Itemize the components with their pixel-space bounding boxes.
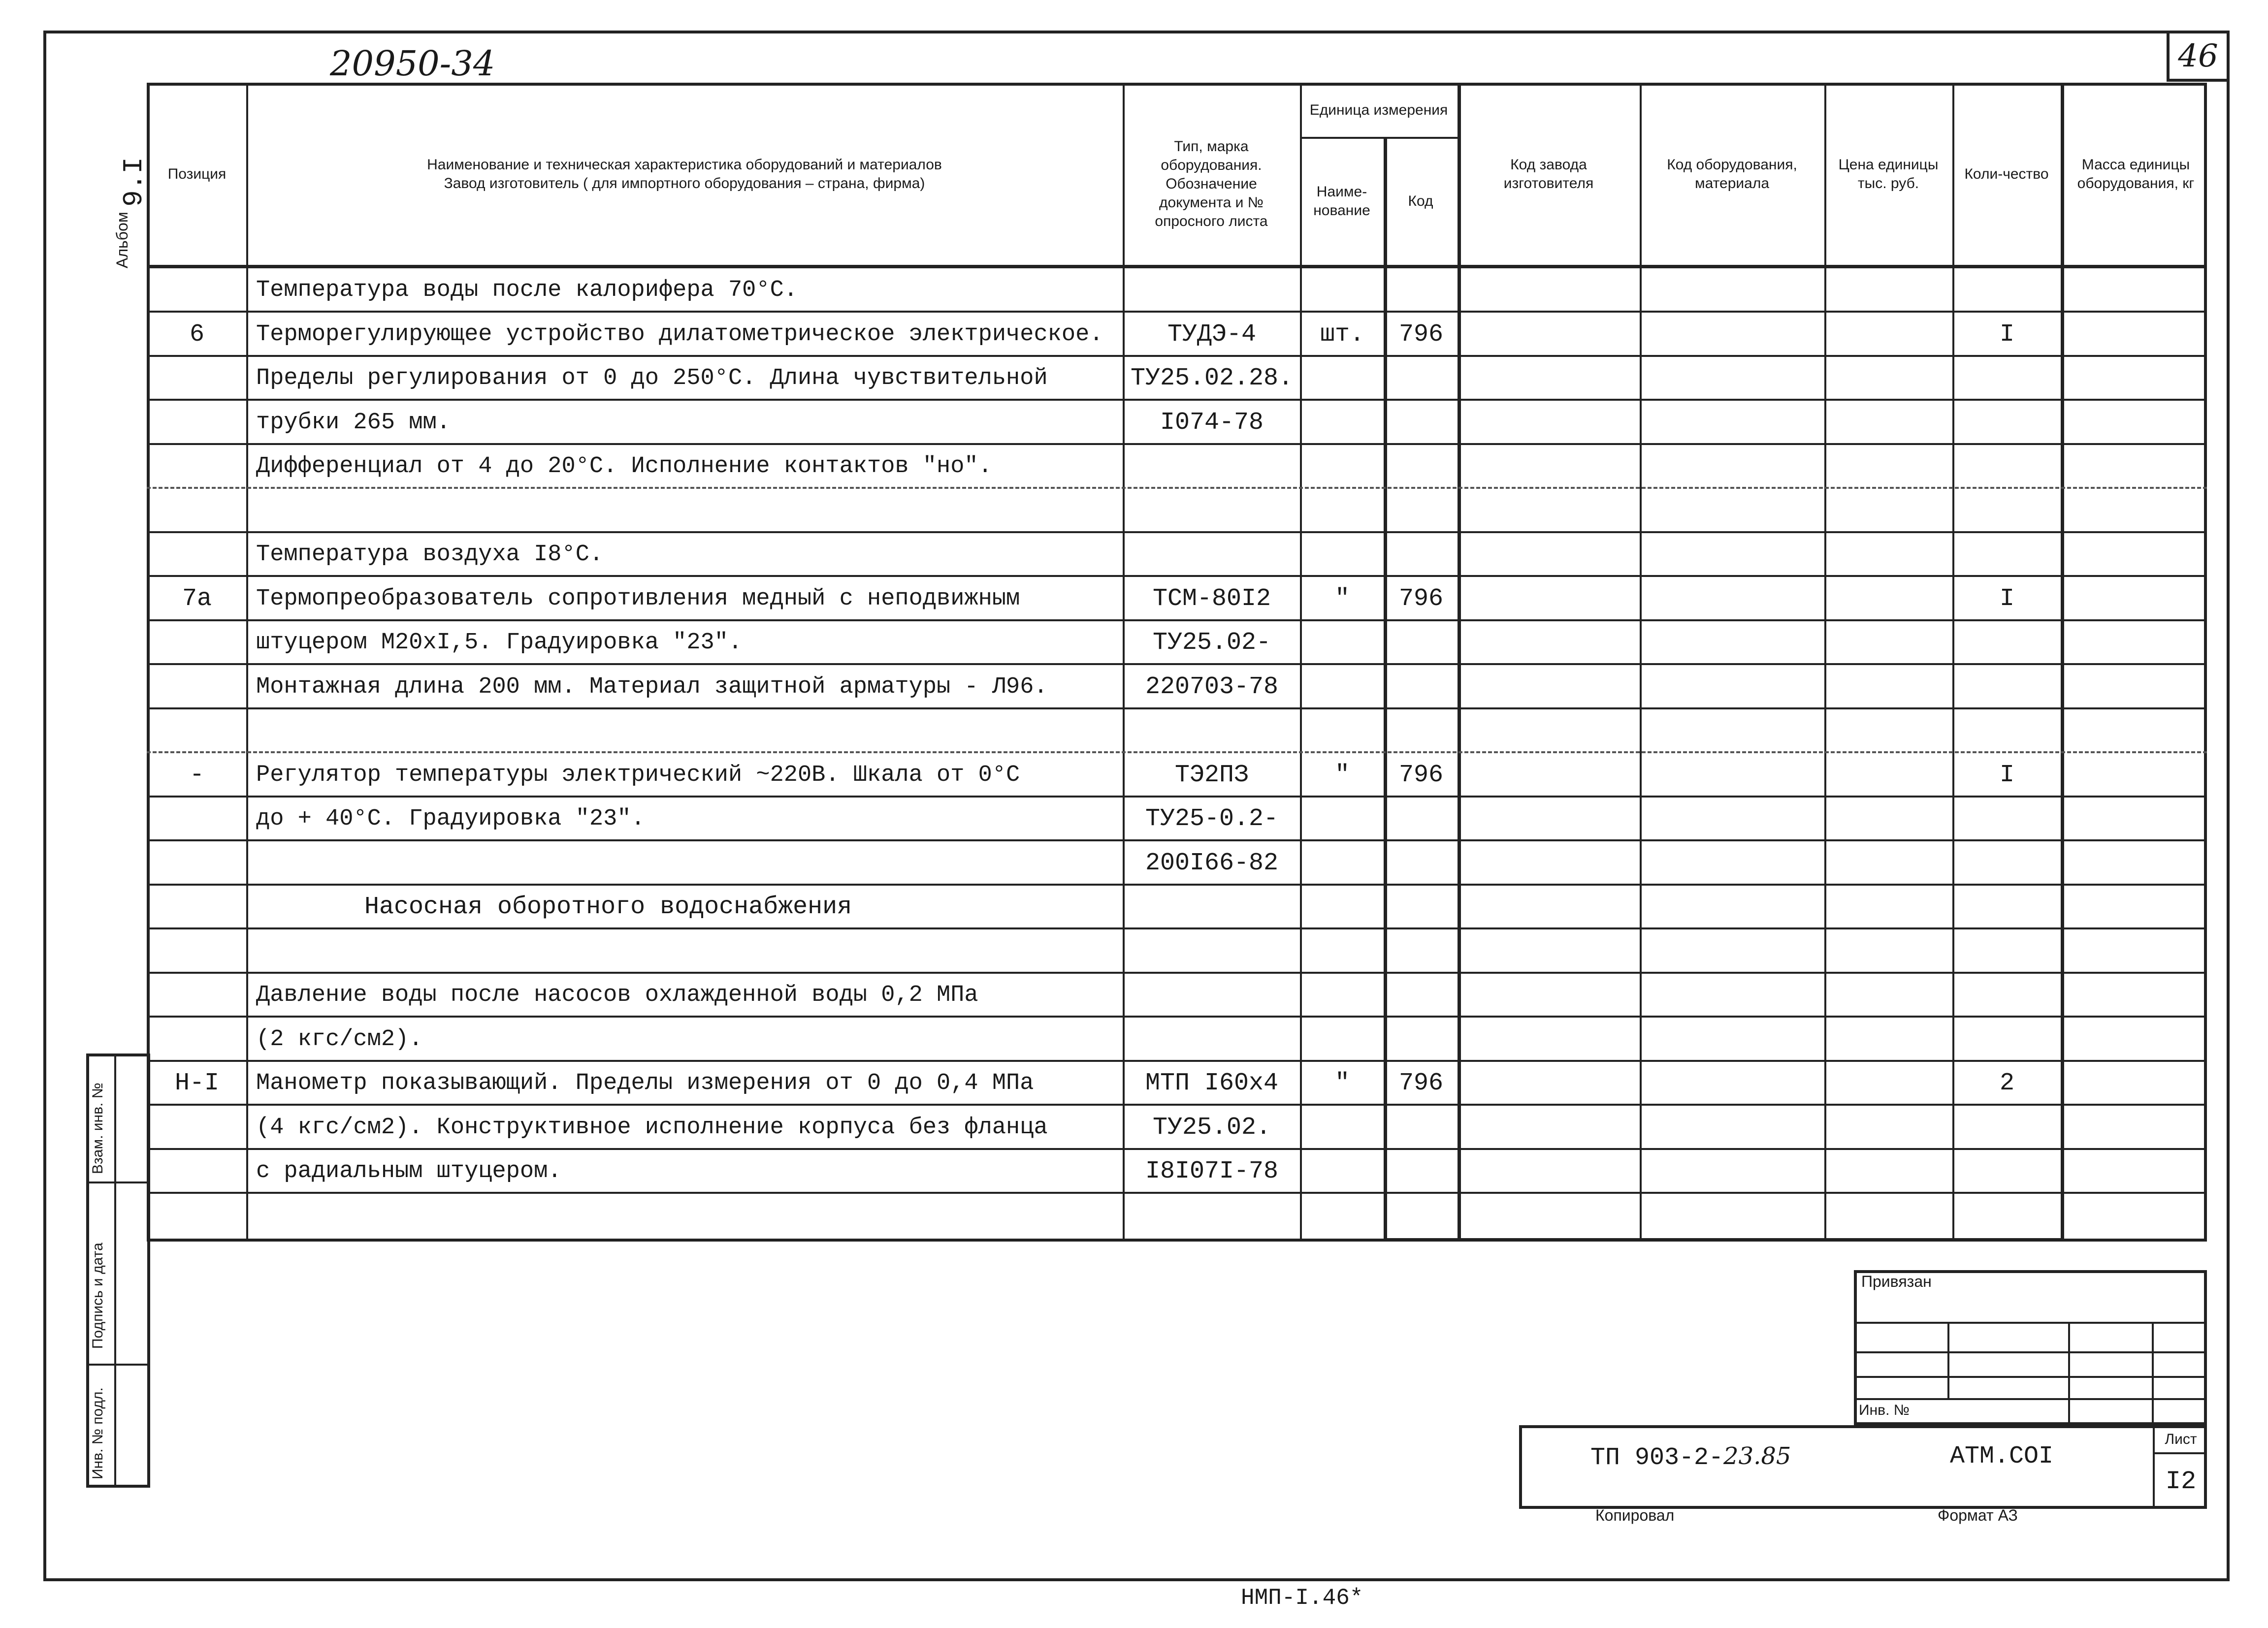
header-position: Позиция <box>167 166 227 182</box>
cell-type: ТЭ2ПЗ <box>1174 761 1249 790</box>
cell-code <box>1385 973 1458 1018</box>
cell-qty <box>1953 709 2061 753</box>
cell-name: Давление воды после насосов охлажденной воды 0,2 МПа <box>256 982 978 1009</box>
cell-pos <box>148 268 246 313</box>
cell-qty <box>1953 489 2061 533</box>
cell-qty <box>1953 885 2061 929</box>
header-mass: Масса единицы оборудования, кг <box>2077 157 2195 192</box>
sheet-number: I2 <box>2165 1467 2197 1496</box>
header-name-line1: Наименование и техническая характеристика оборудований и материалов <box>427 157 942 173</box>
cell-code <box>1385 268 1458 313</box>
cell-qty <box>1953 665 2061 709</box>
cell-type: МТП I60х4 <box>1145 1069 1279 1098</box>
header-unit: Единица измерения <box>1309 102 1448 118</box>
inv-no-label: Инв. № <box>1859 1402 1910 1418</box>
header-name <box>246 84 1123 265</box>
cell-name: трубки 265 мм. <box>256 410 451 436</box>
cell-type: ТУ25-0.2- <box>1145 805 1279 833</box>
cell-qty <box>1953 445 2061 489</box>
cell-unit <box>1301 841 1384 886</box>
cell-type: 220703-78 <box>1145 673 1279 702</box>
cell-pos <box>148 445 246 489</box>
header-type: Тип, марка оборудования. Обозначение документа и № опросного листа <box>1155 138 1268 229</box>
page-number-top: 46 <box>2178 38 2218 74</box>
cell-unit <box>1301 797 1384 841</box>
cell-name: (4 кгс/см2). Конструктивное исполнение корпуса без фланца <box>256 1115 1048 1141</box>
header-unit-name: Наиме-нование <box>1313 184 1370 219</box>
cell-qty: 2 <box>1999 1069 2014 1098</box>
cell-pos <box>148 401 246 445</box>
cell-name: Монтажная длина 200 мм. Материал защитной арматуры - Л96. <box>256 674 1048 701</box>
header-qty: Коли-чество <box>1964 166 2049 182</box>
cell-name: Термопреобразователь сопротивления медный с неподвижным <box>256 586 1020 612</box>
doc-number: 20950-34 <box>330 43 495 84</box>
cell-code <box>1385 841 1458 886</box>
side-stamp-podpis: Подпись и дата <box>90 1243 106 1349</box>
cell-code <box>1385 709 1458 753</box>
cell-pos <box>148 1106 246 1150</box>
side-stamp-inv: Инв. № подл. <box>90 1387 106 1479</box>
cell-code <box>1385 489 1458 533</box>
cell-code: 796 <box>1398 320 1443 349</box>
cell-qty <box>1953 621 2061 665</box>
sheet-label: Лист <box>2165 1431 2197 1447</box>
cell-unit: шт. <box>1320 320 1364 349</box>
cell-qty <box>1953 356 2061 401</box>
cell-name <box>256 489 1120 533</box>
cell-qty <box>1953 401 2061 445</box>
cell-code <box>1385 621 1458 665</box>
doc-code-hand: 23.85 <box>1723 1442 1791 1470</box>
cell-type <box>1124 268 1300 313</box>
cell-type <box>1124 489 1300 533</box>
cell-code <box>1385 797 1458 841</box>
cell-pos: - <box>189 761 204 790</box>
cell-qty <box>1953 1149 2061 1194</box>
cell-unit <box>1301 268 1384 313</box>
cell-unit: " <box>1334 1069 1350 1098</box>
cell-code <box>1385 665 1458 709</box>
cell-name <box>256 929 1120 974</box>
cell-qty <box>1953 973 2061 1018</box>
cell-pos <box>148 665 246 709</box>
cell-unit <box>1301 1149 1384 1194</box>
cell-code: 796 <box>1398 761 1443 790</box>
album-number: 9.I <box>118 157 150 207</box>
cell-unit <box>1301 1106 1384 1150</box>
doc-mark: АТМ.СОI <box>1950 1442 2054 1470</box>
cell-name: Температура воды после калорифера 70°С. <box>256 277 798 304</box>
cell-qty <box>1953 841 2061 886</box>
cell-pos <box>148 356 246 401</box>
cell-code <box>1385 1149 1458 1194</box>
format-label: Формат АЗ <box>1938 1506 2018 1524</box>
cell-pos <box>148 929 246 974</box>
cell-name: Регулятор температуры электрический ~220В. Шкала от 0°С <box>256 762 1020 789</box>
cell-unit <box>1301 973 1384 1018</box>
header-name-line2: Завод изготовитель ( для импортного оборудования – страна, фирма) <box>444 175 925 192</box>
cell-qty <box>1953 797 2061 841</box>
cell-pos <box>148 621 246 665</box>
cell-name: Дифференциал от 4 до 20°С. Исполнение контактов "но". <box>256 453 992 480</box>
cell-unit <box>1301 929 1384 974</box>
cell-pos <box>148 709 246 753</box>
footer-code: НМП-I.46* <box>1241 1585 1363 1611</box>
cell-pos <box>148 973 246 1018</box>
cell-unit <box>1301 1018 1384 1062</box>
header-factory-code: Код завода изготовителя <box>1503 157 1594 192</box>
cell-type <box>1124 1018 1300 1062</box>
cell-unit: " <box>1334 585 1350 613</box>
cell-pos <box>148 841 246 886</box>
cell-unit <box>1301 356 1384 401</box>
cell-type: ТУДЭ-4 <box>1167 320 1257 349</box>
cell-type <box>1124 929 1300 974</box>
cell-code <box>1385 533 1458 577</box>
cell-name: Терморегулирующее устройство дилатометрическое электрическое. <box>256 321 1103 348</box>
cell-pos: 6 <box>189 320 204 349</box>
cell-unit: " <box>1334 761 1350 790</box>
cell-code: 796 <box>1398 1069 1443 1098</box>
cell-code <box>1385 445 1458 489</box>
cell-pos <box>148 533 246 577</box>
cell-type <box>1124 445 1300 489</box>
cell-name: Манометр показывающий. Пределы измерения от 0 до 0,4 МПа <box>256 1070 1034 1097</box>
cell-unit <box>1301 709 1384 753</box>
cell-qty <box>1953 268 2061 313</box>
cell-name: до + 40°С. Градуировка "23". <box>256 806 645 832</box>
binding-label: Привязан <box>1861 1273 1932 1290</box>
header-equipment-code: Код оборудования, материала <box>1667 157 1797 192</box>
cell-qty <box>1953 1106 2061 1150</box>
header-unit-code: Код <box>1408 193 1433 209</box>
cell-pos <box>148 885 246 929</box>
cell-qty: I <box>1999 320 2014 349</box>
cell-unit <box>1301 621 1384 665</box>
cell-code <box>1385 1018 1458 1062</box>
cell-unit <box>1301 445 1384 489</box>
cell-type: ТУ25.02- <box>1152 629 1271 657</box>
cell-type: I8I07I-78 <box>1145 1157 1279 1186</box>
cell-code <box>1385 929 1458 974</box>
cell-type <box>1124 885 1300 929</box>
cell-type <box>1124 709 1300 753</box>
cell-code <box>1385 885 1458 929</box>
cell-unit <box>1301 885 1384 929</box>
cell-unit <box>1301 665 1384 709</box>
cell-name: (2 кгс/см2). <box>256 1026 423 1053</box>
header-price: Цена единицы тыс. руб. <box>1838 157 1939 192</box>
cell-type: I074-78 <box>1160 409 1264 437</box>
cell-pos <box>148 1149 246 1194</box>
cell-name: штуцером М20хI,5. Градуировка "23". <box>256 630 743 656</box>
cell-pos <box>148 797 246 841</box>
album-label: Альбом <box>113 212 131 268</box>
copied-label: Копировал <box>1595 1506 1675 1524</box>
cell-type: 200I66-82 <box>1145 849 1279 878</box>
cell-unit <box>1301 401 1384 445</box>
cell-code <box>1385 1106 1458 1150</box>
cell-qty: I <box>1999 761 2014 790</box>
cell-pos: 7а <box>182 585 212 613</box>
cell-name: с радиальным штуцером. <box>256 1158 562 1185</box>
cell-qty <box>1953 1018 2061 1062</box>
cell-qty <box>1953 533 2061 577</box>
cell-name: Температура воздуха I8°С. <box>256 542 604 568</box>
cell-type: ТУ25.02. <box>1152 1114 1271 1142</box>
cell-code: 796 <box>1398 585 1443 613</box>
cell-type <box>1124 533 1300 577</box>
doc-code <box>1590 1442 1791 1472</box>
cell-type: ТУ25.02.28. <box>1130 364 1294 393</box>
cell-name: Насосная оборотного водоснабжения <box>364 893 852 922</box>
cell-pos <box>148 1018 246 1062</box>
cell-qty: I <box>1999 585 2014 613</box>
cell-unit <box>1301 489 1384 533</box>
cell-code <box>1385 356 1458 401</box>
cell-qty <box>1953 929 2061 974</box>
cell-type <box>1124 973 1300 1018</box>
doc-code-main: ТП 903-2- <box>1590 1444 1724 1472</box>
cell-name <box>256 841 1120 886</box>
cell-pos <box>148 489 246 533</box>
side-stamp-vzam: Взам. инв. № <box>90 1083 106 1174</box>
cell-pos: Н-I <box>174 1069 219 1098</box>
cell-name <box>256 709 1120 753</box>
cell-code <box>1385 401 1458 445</box>
cell-name: Пределы регулирования от 0 до 250°С. Длина чувствительной <box>256 365 1048 392</box>
cell-type: ТСМ-80I2 <box>1152 585 1271 613</box>
cell-unit <box>1301 533 1384 577</box>
